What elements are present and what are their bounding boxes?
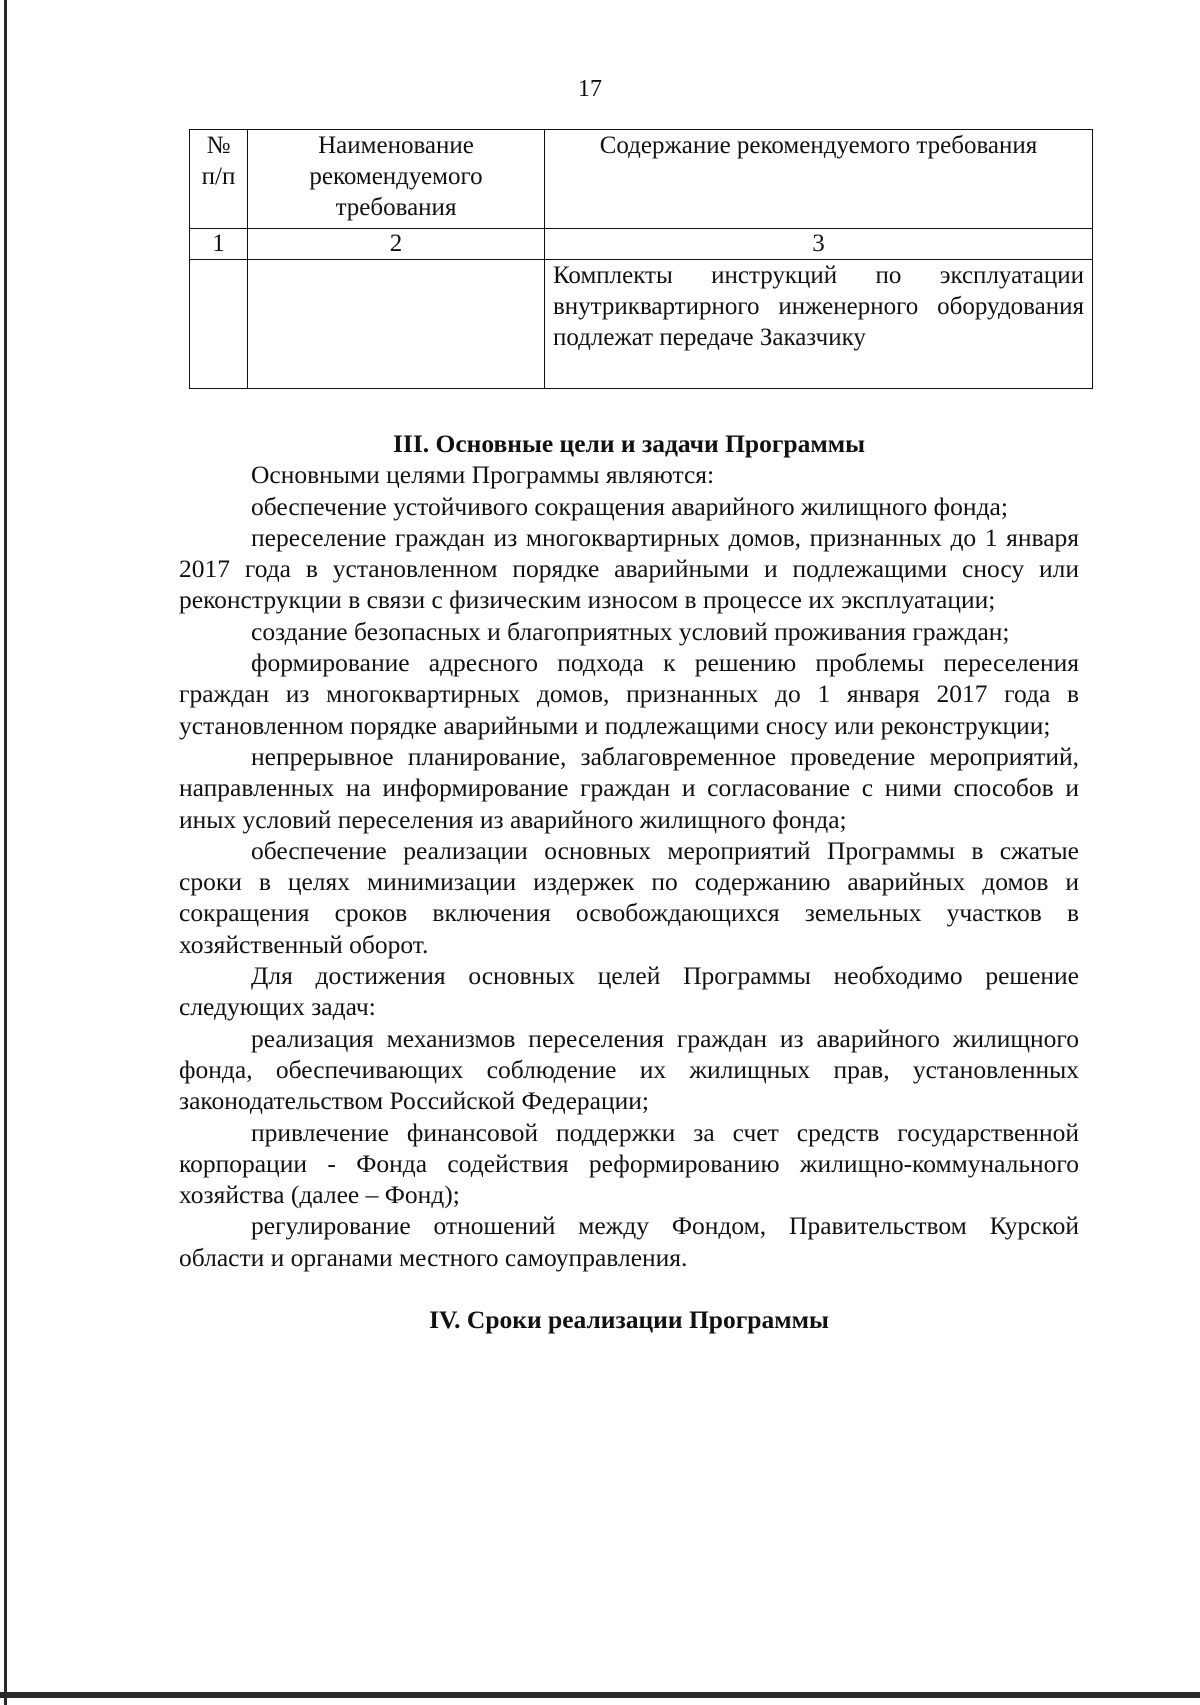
- header-name: Наименование рекомендуемого требования: [248, 130, 545, 229]
- table-row: [190, 260, 1093, 389]
- page-number: 17: [578, 76, 602, 102]
- scan-edge-left: [4, 0, 7, 1705]
- paragraph: формирование адресного подхода к решению проблемы переселения граждан из многоквартирных домов, признанных до 1 января 2017 года в установленном порядке аварийными и подлежащими сносу или реконструкции;: [179, 648, 1079, 740]
- paragraph: непрерывное планирование, заблаговременное проведение мероприятий, направленных на информирование граждан и согласование с ними способов и иных условий переселения из аварийного жилищного фонда;: [179, 741, 1079, 834]
- column-number-2: 2: [248, 229, 545, 260]
- requirements-table: [189, 129, 1093, 389]
- header-number: № п/п: [190, 130, 248, 229]
- table-cell-content: Комплекты инструкций по эксплуатации внутриквартирного инженерного оборудования подлежат передаче Заказчику: [545, 260, 1093, 389]
- paragraph: создание безопасных и благоприятных условий проживания граждан;: [251, 616, 1010, 646]
- document-body: [179, 428, 1079, 1335]
- paragraph: переселение граждан из многоквартирных домов, признанных до 1 января 2017 года в установленном порядке аварийными и подлежащими сносу или реконструкции в связи с физическим износом в процессе их эксплуатации;: [179, 522, 1079, 615]
- column-number-1: 1: [190, 229, 248, 260]
- table-numbering-row: [190, 229, 1093, 260]
- paragraph: обеспечение реализации основных мероприятий Программы в сжатые сроки в целях минимизации издержек по содержанию аварийных домов и сокращения сроков включения освобождающихся земельных участков в хозяйственный оборот.: [179, 835, 1079, 959]
- paragraph: Для достижения основных целей Программы необходимо решение следующих задач:: [179, 961, 1079, 1022]
- section-spacer: [179, 1273, 1079, 1304]
- paragraph: обеспечение устойчивого сокращения аварийного жилищного фонда;: [251, 491, 1008, 521]
- paragraph: реализация механизмов переселения граждан из аварийного жилищного фонда, обеспечивающих соблюдение их жилищных прав, установленных законодательством Российской Федерации;: [179, 1023, 1079, 1116]
- scan-edge-bottom: [0, 1692, 1200, 1698]
- section-3-title: III. Основные цели и задачи Программы: [393, 429, 865, 458]
- paragraph: Основными целями Программы являются:: [251, 460, 715, 490]
- paragraph: регулирование отношений между Фондом, Правительством Курской области и органами местного самоуправления.: [179, 1211, 1079, 1272]
- header-content: Содержание рекомендуемого требования: [545, 130, 1093, 229]
- table-cell-number: [190, 260, 248, 389]
- section-4-title: IV. Сроки реализации Программы: [429, 1305, 829, 1335]
- table-header-row: [190, 130, 1093, 229]
- paragraph: привлечение финансовой поддержки за счет средств государственной корпорации - Фонда содействия реформированию жилищно-коммунального хозяйства (далее – Фонд);: [179, 1117, 1079, 1210]
- table-cell-name: [248, 260, 545, 389]
- column-number-3: 3: [545, 229, 1093, 260]
